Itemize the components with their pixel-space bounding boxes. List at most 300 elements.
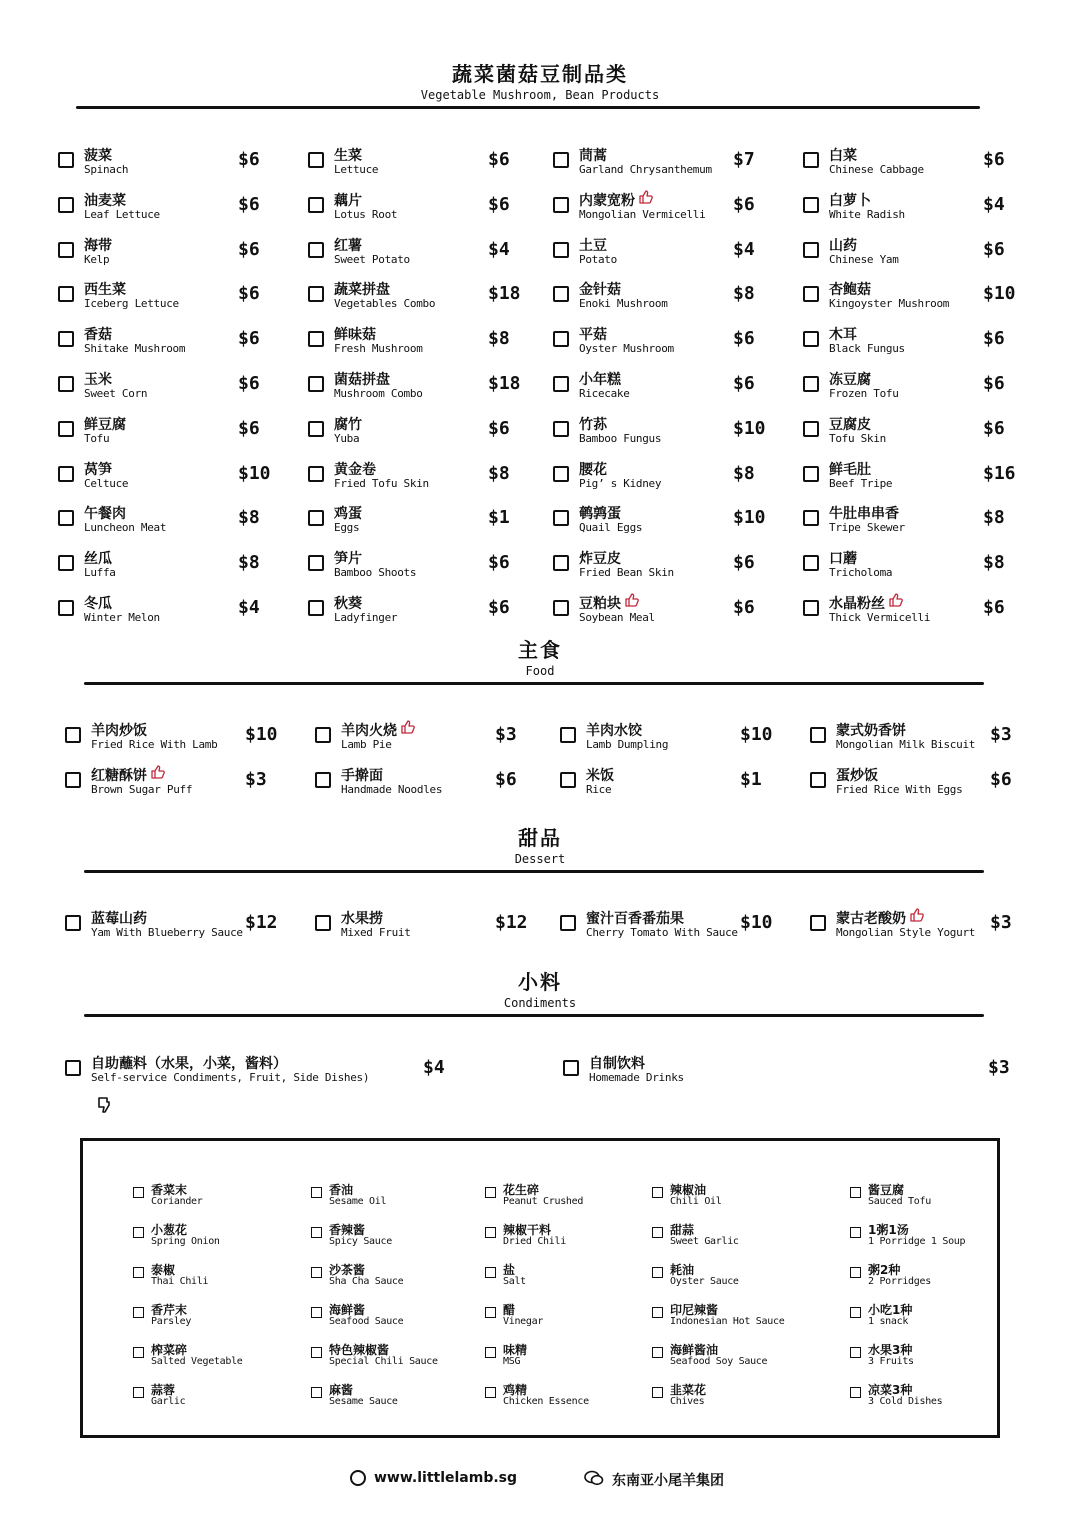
menu-item[interactable] bbox=[65, 763, 315, 807]
item-name-zh-text: 蜜汁百香番茄果 bbox=[586, 911, 684, 927]
checkbox[interactable] bbox=[560, 915, 576, 931]
menu-item[interactable] bbox=[803, 143, 1025, 187]
checkbox[interactable] bbox=[810, 727, 826, 743]
section-header-food bbox=[0, 638, 1080, 678]
condiment-name-zh: 海鲜酱油 bbox=[670, 1343, 719, 1357]
checkbox[interactable] bbox=[485, 1227, 496, 1238]
item-name-en: Fried Tofu Skin bbox=[334, 476, 429, 490]
condiment-option[interactable] bbox=[311, 1301, 485, 1341]
item-price: $1 bbox=[740, 769, 762, 790]
item-name-zh-text: 红糖酥饼 bbox=[91, 768, 147, 784]
checkbox[interactable] bbox=[315, 727, 331, 743]
item-name-zh-text: 羊肉火烧 bbox=[341, 723, 397, 739]
item-name-zh-text: 香菇 bbox=[84, 327, 112, 344]
checkbox[interactable] bbox=[803, 510, 819, 526]
dessert-menu-grid bbox=[65, 906, 1010, 951]
menu-item[interactable] bbox=[803, 322, 1025, 366]
checkbox[interactable] bbox=[133, 1347, 144, 1358]
checkbox[interactable] bbox=[560, 727, 576, 743]
checkbox[interactable] bbox=[133, 1187, 144, 1198]
item-price: $6 bbox=[983, 417, 1005, 439]
checkbox[interactable] bbox=[58, 466, 74, 482]
menu-item[interactable] bbox=[58, 591, 308, 635]
menu-item[interactable] bbox=[58, 143, 308, 187]
item-name-en: Tofu bbox=[84, 431, 110, 445]
item-name-zh-text: 水晶粉丝 bbox=[829, 595, 885, 612]
item-name-zh bbox=[84, 279, 126, 299]
checkbox[interactable] bbox=[58, 376, 74, 392]
menu-item[interactable] bbox=[553, 322, 803, 366]
item-name-en: Vegetables Combo bbox=[334, 297, 436, 311]
menu-item[interactable] bbox=[308, 367, 553, 411]
condiment-name-en: 1 Porridge 1 Soup bbox=[868, 1236, 966, 1247]
menu-item[interactable] bbox=[308, 457, 553, 501]
item-name-en: Oyster Mushroom bbox=[579, 342, 674, 356]
condiment-option[interactable] bbox=[133, 1261, 311, 1301]
item-name-zh bbox=[836, 720, 906, 740]
condiment-name-zh: 粥2种 bbox=[868, 1263, 901, 1277]
condiment-name-en: Salted Vegetable bbox=[151, 1356, 243, 1367]
checkbox[interactable] bbox=[850, 1307, 861, 1318]
checkbox[interactable] bbox=[803, 331, 819, 347]
menu-item[interactable] bbox=[553, 277, 803, 321]
section-title-en: Dessert bbox=[514, 852, 566, 866]
menu-item[interactable] bbox=[803, 233, 1025, 277]
item-name-zh bbox=[334, 279, 390, 299]
item-name-en: Lettuce bbox=[334, 163, 379, 176]
item-name-zh-text: 午餐肉 bbox=[84, 506, 126, 523]
condiment-option[interactable] bbox=[652, 1381, 850, 1421]
checkbox[interactable] bbox=[652, 1267, 663, 1278]
condiment-option[interactable] bbox=[485, 1221, 652, 1261]
checkbox[interactable] bbox=[308, 510, 324, 526]
checkbox[interactable] bbox=[652, 1307, 663, 1318]
item-price: $6 bbox=[983, 596, 1005, 618]
condiment-name-en: 3 Fruits bbox=[868, 1356, 914, 1367]
checkbox[interactable] bbox=[560, 772, 576, 788]
item-name-zh-text: 小年糕 bbox=[579, 371, 621, 388]
item-name-zh bbox=[836, 765, 878, 785]
menu-item[interactable] bbox=[58, 412, 308, 456]
checkbox[interactable] bbox=[850, 1227, 861, 1238]
menu-item[interactable] bbox=[58, 546, 308, 590]
item-name-zh: 自助蘸料（水果，小菜，酱料） bbox=[91, 1056, 287, 1072]
checkbox[interactable] bbox=[65, 915, 81, 931]
menu-item[interactable] bbox=[58, 322, 308, 366]
item-name-zh bbox=[334, 235, 362, 255]
condiment-name-en: Chicken Essence bbox=[503, 1396, 589, 1407]
item-name-zh-text: 豆粕块 bbox=[579, 595, 621, 612]
checkbox[interactable] bbox=[485, 1267, 496, 1278]
menu-item[interactable] bbox=[803, 188, 1025, 232]
checkbox[interactable] bbox=[58, 286, 74, 302]
condiment-option[interactable] bbox=[311, 1341, 485, 1381]
item-price: $12 bbox=[245, 912, 278, 933]
checkbox[interactable] bbox=[58, 600, 74, 616]
item-price: $10 bbox=[733, 507, 766, 529]
item-price: $6 bbox=[983, 238, 1005, 260]
checkbox[interactable] bbox=[311, 1227, 322, 1238]
condiment-name-en: Spicy Sauce bbox=[329, 1236, 392, 1247]
menu-item[interactable] bbox=[58, 277, 308, 321]
checkbox[interactable] bbox=[133, 1267, 144, 1278]
item-name-zh bbox=[84, 324, 112, 344]
checkbox[interactable] bbox=[485, 1387, 496, 1398]
item-price: $8 bbox=[488, 328, 510, 350]
menu-item[interactable] bbox=[553, 546, 803, 590]
item-price: $6 bbox=[733, 372, 755, 394]
item-price: $6 bbox=[983, 372, 1005, 394]
item-name-en: Handmade Noodles bbox=[341, 783, 443, 796]
checkbox[interactable] bbox=[58, 421, 74, 437]
item-name-zh-text: 冬瓜 bbox=[84, 595, 112, 612]
item-name-zh bbox=[84, 190, 126, 210]
checkbox[interactable] bbox=[308, 242, 324, 258]
item-name-zh-text: 蒙式奶香饼 bbox=[836, 723, 906, 739]
condiment-name-zh: 海鲜酱 bbox=[329, 1303, 366, 1317]
menu-item[interactable] bbox=[803, 501, 1025, 545]
condiment-name-en: Thai Chili bbox=[151, 1276, 209, 1287]
checkbox[interactable] bbox=[553, 555, 569, 571]
checkbox[interactable] bbox=[311, 1307, 322, 1318]
footer-website[interactable] bbox=[350, 1470, 517, 1486]
menu-item[interactable] bbox=[803, 277, 1025, 321]
item-name-zh bbox=[836, 908, 924, 928]
menu-item[interactable] bbox=[553, 233, 803, 277]
checkbox[interactable] bbox=[58, 555, 74, 571]
condiment-option[interactable] bbox=[850, 1301, 1000, 1341]
menu-item[interactable] bbox=[308, 501, 553, 545]
item-name-en: Spinach bbox=[84, 163, 129, 176]
condiment-option[interactable] bbox=[485, 1261, 652, 1301]
checkbox[interactable] bbox=[58, 197, 74, 213]
item-name-zh bbox=[334, 548, 362, 568]
checkbox[interactable] bbox=[652, 1387, 663, 1398]
checkbox[interactable] bbox=[652, 1347, 663, 1358]
menu-item[interactable] bbox=[560, 718, 810, 762]
checkbox[interactable] bbox=[485, 1187, 496, 1198]
item-name-en: Sweet Potato bbox=[334, 252, 410, 266]
checkbox[interactable] bbox=[803, 197, 819, 213]
condiment-option[interactable] bbox=[485, 1181, 652, 1221]
checkbox[interactable] bbox=[803, 376, 819, 392]
item-name-en: Mongolian Vermicelli bbox=[579, 207, 706, 221]
website-text: www.littlelamb.sg bbox=[374, 1470, 518, 1486]
checkbox[interactable] bbox=[850, 1387, 861, 1398]
checkbox[interactable] bbox=[553, 197, 569, 213]
condiment-name-en: Spring Onion bbox=[151, 1236, 220, 1247]
checkbox[interactable] bbox=[850, 1267, 861, 1278]
condiment-option[interactable] bbox=[850, 1381, 1000, 1421]
item-name-zh bbox=[829, 369, 871, 389]
checkbox[interactable] bbox=[311, 1387, 322, 1398]
item-price: $6 bbox=[488, 193, 510, 215]
checkbox[interactable] bbox=[65, 772, 81, 788]
checkbox[interactable] bbox=[308, 376, 324, 392]
condiment-option[interactable] bbox=[850, 1221, 1000, 1261]
item-price: $6 bbox=[238, 283, 260, 305]
item-name-zh-text: 冻豆腐 bbox=[829, 371, 871, 388]
item-name-en: Ladyfinger bbox=[334, 610, 398, 624]
item-name-zh bbox=[84, 503, 126, 523]
item-price: $3 bbox=[495, 724, 517, 745]
checkbox[interactable] bbox=[810, 772, 826, 788]
item-price: $6 bbox=[733, 193, 755, 215]
menu-item-self-service[interactable] bbox=[65, 1051, 465, 1095]
checkbox[interactable] bbox=[58, 152, 74, 168]
checkbox[interactable] bbox=[803, 421, 819, 437]
menu-item[interactable] bbox=[65, 906, 315, 950]
checkbox[interactable] bbox=[803, 286, 819, 302]
condiment-option[interactable] bbox=[652, 1221, 850, 1261]
condiment-option[interactable] bbox=[485, 1341, 652, 1381]
condiment-name-zh: 味精 bbox=[503, 1343, 528, 1357]
checkbox[interactable] bbox=[810, 915, 826, 931]
condiment-name-en: Oyster Sauce bbox=[670, 1276, 739, 1287]
menu-item[interactable] bbox=[315, 906, 560, 950]
item-name-zh-text: 内蒙宽粉 bbox=[579, 192, 635, 209]
menu-item[interactable] bbox=[553, 501, 803, 545]
checkbox[interactable] bbox=[803, 466, 819, 482]
item-price: $6 bbox=[238, 417, 260, 439]
menu-item[interactable] bbox=[560, 763, 810, 807]
checkbox[interactable] bbox=[803, 600, 819, 616]
checkbox[interactable] bbox=[850, 1347, 861, 1358]
checkbox[interactable] bbox=[308, 197, 324, 213]
section-header-vegetables bbox=[0, 62, 1080, 102]
menu-item[interactable] bbox=[308, 188, 553, 232]
condiment-option[interactable] bbox=[850, 1341, 1000, 1381]
menu-item[interactable] bbox=[553, 143, 803, 187]
item-name-zh bbox=[579, 235, 607, 255]
checkbox[interactable] bbox=[553, 331, 569, 347]
item-name-zh bbox=[334, 324, 376, 344]
menu-item[interactable] bbox=[810, 763, 1010, 807]
menu-item[interactable] bbox=[803, 367, 1025, 411]
item-name-en: Bamboo Shoots bbox=[334, 566, 417, 580]
item-name-en: Garland Chrysanthemum bbox=[579, 163, 712, 176]
menu-item[interactable] bbox=[553, 591, 803, 635]
thumbs-up-icon bbox=[401, 720, 415, 738]
checkbox[interactable] bbox=[58, 510, 74, 526]
checkbox[interactable] bbox=[803, 152, 819, 168]
globe-icon bbox=[350, 1470, 366, 1486]
condiment-option[interactable] bbox=[311, 1181, 485, 1221]
thumbs-up-icon bbox=[151, 765, 165, 783]
checkbox[interactable] bbox=[133, 1307, 144, 1318]
checkbox[interactable] bbox=[308, 555, 324, 571]
condiment-name-en: 2 Porridges bbox=[868, 1276, 931, 1287]
checkbox[interactable] bbox=[315, 915, 331, 931]
condiment-option[interactable] bbox=[311, 1381, 485, 1421]
checkbox[interactable] bbox=[315, 772, 331, 788]
checkbox[interactable] bbox=[553, 600, 569, 616]
checkbox[interactable] bbox=[133, 1227, 144, 1238]
menu-item[interactable] bbox=[553, 412, 803, 456]
menu-item[interactable] bbox=[553, 188, 803, 232]
menu-item[interactable] bbox=[58, 457, 308, 501]
menu-item[interactable] bbox=[308, 546, 553, 590]
condiment-option[interactable] bbox=[133, 1341, 311, 1381]
thumbs-up-icon bbox=[910, 908, 924, 926]
checkbox[interactable] bbox=[308, 466, 324, 482]
checkbox[interactable] bbox=[311, 1187, 322, 1198]
condiment-option[interactable] bbox=[652, 1341, 850, 1381]
item-name-zh-text: 菠菜 bbox=[84, 148, 112, 164]
menu-item[interactable] bbox=[315, 763, 560, 807]
item-name-zh bbox=[579, 459, 607, 479]
thumbs-up-icon bbox=[625, 593, 639, 611]
checkbox[interactable] bbox=[308, 331, 324, 347]
item-name-zh-text: 杏鲍菇 bbox=[829, 282, 871, 299]
condiment-option[interactable] bbox=[850, 1261, 1000, 1301]
item-price: $6 bbox=[488, 417, 510, 439]
checkbox[interactable] bbox=[485, 1347, 496, 1358]
condiment-name-en: Indonesian Hot Sauce bbox=[670, 1316, 785, 1327]
checkbox[interactable] bbox=[553, 242, 569, 258]
condiment-option[interactable] bbox=[133, 1181, 311, 1221]
menu-item[interactable] bbox=[308, 233, 553, 277]
checkbox[interactable] bbox=[65, 1060, 81, 1076]
checkbox[interactable] bbox=[553, 421, 569, 437]
condiment-option[interactable] bbox=[311, 1261, 485, 1301]
divider bbox=[84, 682, 984, 685]
condiment-name-zh: 耗油 bbox=[670, 1263, 695, 1277]
checkbox[interactable] bbox=[652, 1227, 663, 1238]
condiment-name-en: Dried Chili bbox=[503, 1236, 566, 1247]
item-name-zh bbox=[829, 459, 871, 479]
item-name-en: Fresh Mushroom bbox=[334, 342, 423, 356]
checkbox[interactable] bbox=[652, 1187, 663, 1198]
menu-item-homemade-drinks[interactable] bbox=[563, 1051, 1023, 1095]
checkbox[interactable] bbox=[58, 331, 74, 347]
item-name-zh-text: 鸡蛋 bbox=[334, 506, 362, 523]
item-name-zh-text: 西生菜 bbox=[84, 282, 126, 299]
item-price: $8 bbox=[983, 507, 1005, 529]
checkbox[interactable] bbox=[311, 1347, 322, 1358]
checkbox[interactable] bbox=[850, 1187, 861, 1198]
checkbox[interactable] bbox=[308, 421, 324, 437]
condiment-name-zh: 香油 bbox=[329, 1183, 354, 1197]
menu-item[interactable] bbox=[810, 718, 1010, 762]
condiment-name-en: Garlic bbox=[151, 1396, 186, 1407]
item-name-en: Mixed Fruit bbox=[341, 926, 411, 939]
checkbox[interactable] bbox=[803, 555, 819, 571]
item-name-zh bbox=[579, 503, 621, 523]
checkbox[interactable] bbox=[308, 600, 324, 616]
menu-item[interactable] bbox=[58, 233, 308, 277]
item-name-zh-text: 竹荪 bbox=[579, 416, 607, 433]
item-name-en: Sweet Corn bbox=[84, 386, 148, 400]
checkbox[interactable] bbox=[58, 242, 74, 258]
menu-item[interactable] bbox=[308, 277, 553, 321]
item-name-en: Soybean Meal bbox=[579, 610, 655, 624]
checkbox[interactable] bbox=[133, 1387, 144, 1398]
item-name-zh-text: 笋片 bbox=[334, 551, 362, 568]
item-name-en: Mongolian Style Yogurt bbox=[836, 926, 976, 939]
condiment-name-en: MSG bbox=[503, 1356, 521, 1367]
checkbox[interactable] bbox=[308, 152, 324, 168]
condiment-option[interactable] bbox=[485, 1381, 652, 1421]
item-name-zh bbox=[579, 414, 607, 434]
thumbs-up-icon bbox=[639, 190, 653, 208]
menu-item[interactable] bbox=[65, 718, 315, 762]
menu-item[interactable] bbox=[58, 188, 308, 232]
item-name-zh bbox=[84, 145, 112, 165]
menu-item[interactable] bbox=[803, 546, 1025, 590]
checkbox[interactable] bbox=[553, 376, 569, 392]
checkbox[interactable] bbox=[308, 286, 324, 302]
condiment-option[interactable] bbox=[311, 1221, 485, 1261]
section-title-en: Condiments bbox=[503, 996, 577, 1010]
condiment-name-zh: 榨菜碎 bbox=[151, 1343, 188, 1357]
item-price: $8 bbox=[488, 462, 510, 484]
item-name-en: Ricecake bbox=[579, 386, 630, 400]
checkbox[interactable] bbox=[311, 1267, 322, 1278]
menu-item[interactable] bbox=[308, 143, 553, 187]
menu-item[interactable] bbox=[553, 457, 803, 501]
item-name-zh bbox=[334, 414, 362, 434]
item-name-zh-text: 金针菇 bbox=[579, 282, 621, 299]
menu-item[interactable] bbox=[803, 591, 1025, 635]
condiment-option[interactable] bbox=[850, 1181, 1000, 1221]
checkbox[interactable] bbox=[563, 1060, 579, 1076]
menu-item[interactable] bbox=[308, 591, 553, 635]
condiment-option[interactable] bbox=[652, 1181, 850, 1221]
condiment-option[interactable] bbox=[133, 1381, 311, 1421]
condiment-option[interactable] bbox=[485, 1301, 652, 1341]
item-price: $3 bbox=[988, 1057, 1010, 1078]
menu-item[interactable] bbox=[58, 501, 308, 545]
item-price: $6 bbox=[990, 769, 1012, 790]
item-name-zh bbox=[579, 369, 621, 389]
item-name-zh-text: 羊肉炒饭 bbox=[91, 723, 147, 739]
condiment-option[interactable] bbox=[652, 1301, 850, 1341]
checkbox[interactable] bbox=[65, 727, 81, 743]
menu-item[interactable] bbox=[810, 906, 1010, 950]
checkbox[interactable] bbox=[803, 242, 819, 258]
condiment-option[interactable] bbox=[133, 1301, 311, 1341]
condiment-option[interactable] bbox=[133, 1221, 311, 1261]
item-price: $3 bbox=[245, 769, 267, 790]
item-price: $7 bbox=[733, 149, 755, 170]
checkbox[interactable] bbox=[553, 466, 569, 482]
checkbox[interactable] bbox=[485, 1307, 496, 1318]
menu-item[interactable] bbox=[803, 412, 1025, 456]
menu-item[interactable] bbox=[308, 322, 553, 366]
item-name-zh-text: 木耳 bbox=[829, 327, 857, 344]
menu-item[interactable] bbox=[308, 412, 553, 456]
checkbox[interactable] bbox=[553, 152, 569, 168]
condiment-option[interactable] bbox=[652, 1261, 850, 1301]
menu-item[interactable] bbox=[58, 367, 308, 411]
menu-item[interactable] bbox=[315, 718, 560, 762]
item-name-zh bbox=[84, 548, 112, 568]
menu-item[interactable] bbox=[560, 906, 810, 950]
item-price: $4 bbox=[423, 1057, 445, 1078]
checkbox[interactable] bbox=[553, 286, 569, 302]
item-name-en: Chinese Yam bbox=[829, 252, 899, 266]
item-name-en: Thick Vermicelli bbox=[829, 610, 931, 624]
checkbox[interactable] bbox=[553, 510, 569, 526]
item-price: $18 bbox=[488, 283, 521, 305]
item-name-zh bbox=[334, 145, 362, 165]
menu-item[interactable] bbox=[803, 457, 1025, 501]
menu-item[interactable] bbox=[553, 367, 803, 411]
item-price: $6 bbox=[238, 238, 260, 260]
item-price: $1 bbox=[488, 507, 510, 529]
item-price: $6 bbox=[238, 149, 260, 170]
